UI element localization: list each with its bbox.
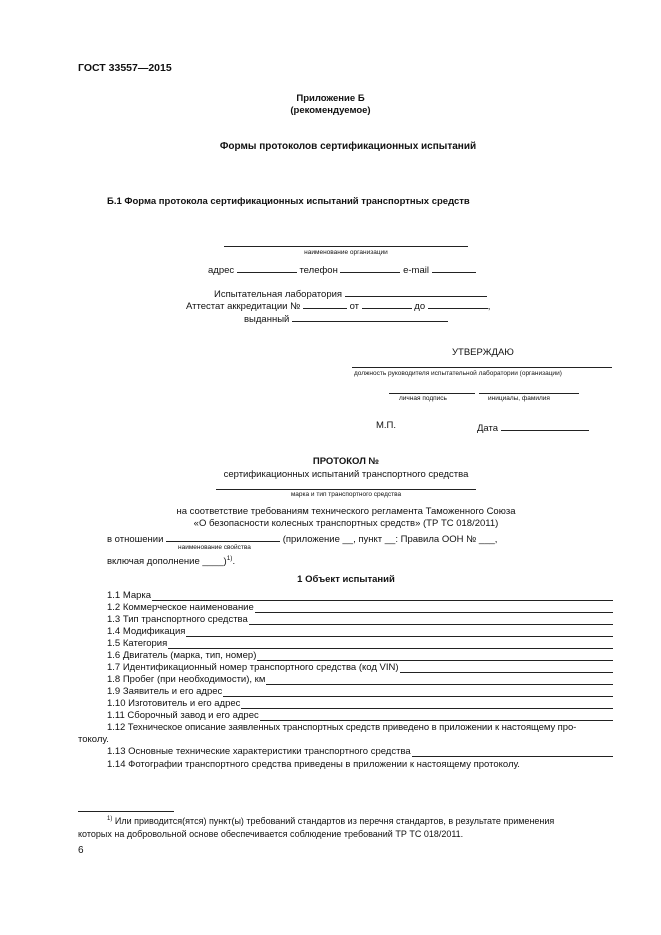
item-112-line-1: 1.12 Техническое описание заявленных транспортных средств приведено в приложении к настоящему про- bbox=[107, 722, 577, 733]
lab-field[interactable] bbox=[345, 286, 487, 297]
protocol-title: ПРОТОКОЛ № bbox=[312, 456, 380, 467]
position-caption: должность руководителя испытательной лаборатории (организации) bbox=[354, 370, 562, 377]
property-caption: наименование свойства bbox=[178, 544, 251, 551]
appendix-subtitle: (рекомендуемое) bbox=[290, 105, 371, 116]
item-label: 1.4 Модификация bbox=[107, 626, 186, 637]
item-field[interactable] bbox=[152, 591, 613, 601]
list-item bbox=[107, 746, 613, 757]
initials-caption: инициалы, фамилия bbox=[488, 395, 550, 402]
list-item bbox=[107, 686, 613, 697]
protocol-subtitle: сертификационных испытаний транспортного средства bbox=[223, 469, 469, 480]
list-item bbox=[107, 614, 613, 625]
issued-field[interactable] bbox=[292, 311, 448, 322]
accreditation-from-field[interactable] bbox=[362, 298, 412, 309]
list-item bbox=[107, 674, 613, 685]
to-label: до bbox=[414, 301, 426, 312]
item-label: 1.8 Пробег (при необходимости), км bbox=[107, 674, 266, 685]
appendix-title: Приложение Б bbox=[296, 93, 365, 104]
compliance-line-1: на соответствие требованиям технического регламента Таможенного Союза bbox=[176, 506, 516, 517]
item-field[interactable] bbox=[400, 663, 613, 673]
item-label: 1.3 Тип транспортного средства bbox=[107, 614, 248, 625]
list-item bbox=[107, 626, 613, 637]
issued-label: выданный bbox=[244, 314, 290, 325]
item-label: 1.11 Сборочный завод и его адрес bbox=[107, 710, 259, 721]
object-heading: 1 Объект испытаний bbox=[297, 574, 395, 585]
phone-field[interactable] bbox=[340, 262, 400, 273]
item-field[interactable] bbox=[257, 651, 613, 661]
list-item bbox=[107, 662, 613, 673]
item-label: 1.7 Идентификационный номер транспортного средства (код VIN) bbox=[107, 662, 399, 673]
footnote-line-2: которых на добровольной основе обеспечивается соблюдение требований ТР ТС 018/2011. bbox=[78, 829, 464, 839]
appendix-text: (приложение __, пункт __: Правила ООН № ___, bbox=[282, 534, 498, 545]
list-item bbox=[107, 710, 613, 721]
date-label: Дата bbox=[477, 423, 499, 434]
issued-row bbox=[244, 311, 448, 325]
approval-title: УТВЕРЖДАЮ bbox=[452, 347, 514, 358]
item-field[interactable] bbox=[249, 615, 613, 625]
section-title: Формы протоколов сертификационных испытаний bbox=[219, 141, 477, 152]
footnote-line-1 bbox=[107, 816, 554, 826]
compliance-line-2: «О безопасности колесных транспортных средств» (ТР ТС 018/2011) bbox=[193, 518, 499, 529]
footnote-mark: 1) bbox=[107, 816, 113, 822]
stamp-label: М.П. bbox=[376, 420, 397, 431]
phone-label: телефон bbox=[299, 265, 338, 276]
including-footnote-mark: 1) bbox=[226, 555, 233, 562]
brand-line bbox=[216, 489, 476, 490]
item-field[interactable] bbox=[260, 711, 613, 721]
accreditation-row: Аттестат аккредитации № от до , bbox=[186, 298, 490, 312]
address-field[interactable] bbox=[237, 262, 297, 273]
item-field[interactable] bbox=[223, 687, 613, 697]
footnote-text-1: Или приводится(ятся) пункт(ы) требований стандартов из перечня стандартов, в результате применения bbox=[114, 816, 555, 826]
item-field[interactable] bbox=[186, 627, 613, 637]
item-112-line-2: токолу. bbox=[78, 734, 109, 745]
item-field[interactable] bbox=[241, 699, 613, 709]
including-end: . bbox=[232, 556, 236, 568]
accreditation-number-field[interactable] bbox=[303, 298, 347, 309]
list-item bbox=[107, 602, 613, 613]
email-field[interactable] bbox=[432, 262, 476, 273]
item-field[interactable] bbox=[168, 639, 613, 649]
item-label: 1.2 Коммерческое наименование bbox=[107, 602, 254, 613]
item-field[interactable] bbox=[266, 675, 613, 685]
email-label: e-mail bbox=[403, 265, 429, 276]
item-field[interactable] bbox=[255, 603, 613, 613]
item-label: 1.13 Основные технические характеристики транспортного средства bbox=[107, 746, 411, 757]
item-label: 1.6 Двигатель (марка, тип, номер) bbox=[107, 650, 257, 661]
item-label: 1.9 Заявитель и его адрес bbox=[107, 686, 223, 697]
list-item bbox=[107, 698, 613, 709]
including-text: включая дополнение ____) bbox=[107, 556, 227, 568]
item-label: 1.1 Марка bbox=[107, 590, 152, 601]
lab-label: Испытательная лаборатория bbox=[214, 289, 343, 300]
address-label: адрес bbox=[208, 265, 235, 276]
regard-row bbox=[107, 531, 497, 545]
page-number: 6 bbox=[78, 845, 84, 856]
from-label: от bbox=[349, 301, 360, 312]
signature-caption: личная подпись bbox=[399, 395, 447, 402]
initials-line bbox=[479, 393, 579, 394]
brand-caption: марка и тип транспортного средства bbox=[290, 491, 402, 498]
including-row bbox=[107, 555, 235, 567]
accreditation-to-field[interactable] bbox=[428, 298, 488, 309]
regard-label: в отношении bbox=[107, 534, 164, 545]
accreditation-label: Аттестат аккредитации № bbox=[186, 301, 301, 312]
signature-line bbox=[389, 393, 475, 394]
list-item bbox=[107, 638, 613, 649]
footnote-divider bbox=[78, 811, 174, 812]
list-item bbox=[107, 590, 613, 601]
b1-title: Б.1 Форма протокола сертификационных испытаний транспортных средств bbox=[107, 196, 470, 207]
standard-code: ГОСТ 33557—2015 bbox=[78, 62, 172, 74]
contacts-row bbox=[208, 262, 476, 276]
item-label: 1.10 Изготовитель и его адрес bbox=[107, 698, 241, 709]
item-label: 1.5 Категория bbox=[107, 638, 168, 649]
property-field[interactable] bbox=[166, 531, 280, 542]
date-field[interactable] bbox=[501, 420, 589, 431]
org-name-caption: наименование организации bbox=[304, 249, 388, 256]
date-row bbox=[477, 420, 589, 434]
position-line bbox=[352, 367, 612, 368]
item-field[interactable] bbox=[412, 747, 613, 757]
item-114: 1.14 Фотографии транспортного средства приведены в приложении к настоящему протоколу. bbox=[107, 759, 520, 770]
org-name-line bbox=[224, 246, 468, 247]
list-item bbox=[107, 650, 613, 661]
